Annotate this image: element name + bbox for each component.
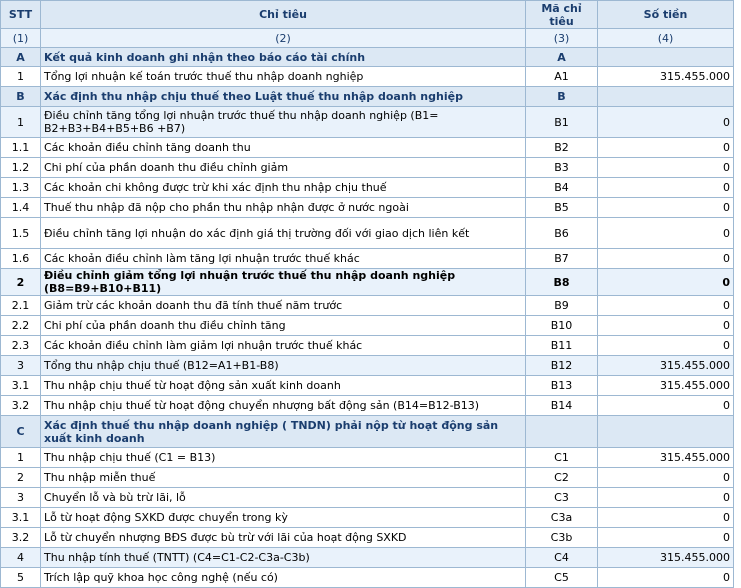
row-name: Các khoản điều chỉnh tăng doanh thu bbox=[41, 138, 526, 158]
row-stt: 1.2 bbox=[1, 158, 41, 178]
row-code: B7 bbox=[526, 249, 598, 269]
row-amount bbox=[598, 416, 734, 448]
row-amount: 315.455.000 bbox=[598, 548, 734, 568]
row-stt: 2 bbox=[1, 269, 41, 296]
row-code: B4 bbox=[526, 178, 598, 198]
row-code: C3a bbox=[526, 508, 598, 528]
row-amount: 0 bbox=[598, 468, 734, 488]
row-stt: A bbox=[1, 48, 41, 67]
row-name: Trích lập quỹ khoa học công nghệ (nếu có) bbox=[41, 568, 526, 588]
row-name: Thuế thu nhập đã nộp cho phần thu nhập nhận được ở nước ngoài bbox=[41, 198, 526, 218]
header-code: Mã chỉ tiêu bbox=[526, 1, 598, 29]
column-number-row bbox=[1, 29, 734, 48]
row-name: Các khoản điều chỉnh làm tăng lợi nhuận trước thuế khác bbox=[41, 249, 526, 269]
row-code: C1 bbox=[526, 448, 598, 468]
row-amount: 0 bbox=[598, 296, 734, 316]
row-name: Các khoản điều chỉnh làm giảm lợi nhuận trước thuế khác bbox=[41, 336, 526, 356]
row-name: Giảm trừ các khoản doanh thu đã tính thuế năm trước bbox=[41, 296, 526, 316]
row-amount: 0 bbox=[598, 249, 734, 269]
row-stt: 1 bbox=[1, 67, 41, 87]
row-stt: 1.3 bbox=[1, 178, 41, 198]
row-code: C4 bbox=[526, 548, 598, 568]
table-row[interactable] bbox=[1, 356, 734, 376]
row-amount: 0 bbox=[598, 568, 734, 588]
table-row[interactable] bbox=[1, 138, 734, 158]
table-row[interactable] bbox=[1, 568, 734, 588]
row-code: A bbox=[526, 48, 598, 67]
row-name: Điều chỉnh tăng lợi nhuận do xác định giá thị trường đối với giao dịch liên kết bbox=[41, 218, 526, 249]
row-amount: 315.455.000 bbox=[598, 448, 734, 468]
table-row[interactable] bbox=[1, 316, 734, 336]
row-amount: 0 bbox=[598, 528, 734, 548]
row-name: Thu nhập miễn thuế bbox=[41, 468, 526, 488]
row-name: Chuyển lỗ và bù trừ lãi, lỗ bbox=[41, 488, 526, 508]
table-row[interactable] bbox=[1, 87, 734, 107]
row-amount: 0 bbox=[598, 316, 734, 336]
table-body bbox=[1, 48, 734, 588]
table-row[interactable] bbox=[1, 508, 734, 528]
row-amount: 0 bbox=[598, 178, 734, 198]
row-code: C3b bbox=[526, 528, 598, 548]
row-amount: 0 bbox=[598, 396, 734, 416]
row-name: Xác định thuế thu nhập doanh nghiệp ( TNDN) phải nộp từ hoạt động sản xuất kinh doanh bbox=[41, 416, 526, 448]
row-code: B13 bbox=[526, 376, 598, 396]
row-name: Tổng lợi nhuận kế toán trước thuế thu nhập doanh nghiệp bbox=[41, 67, 526, 87]
row-amount: 0 bbox=[598, 198, 734, 218]
header-stt: STT bbox=[1, 1, 41, 29]
table-row[interactable] bbox=[1, 249, 734, 269]
row-amount: 0 bbox=[598, 508, 734, 528]
row-stt: B bbox=[1, 87, 41, 107]
row-name: Chi phí của phần doanh thu điều chỉnh giảm bbox=[41, 158, 526, 178]
row-amount: 0 bbox=[598, 269, 734, 296]
table-row[interactable] bbox=[1, 178, 734, 198]
row-code: B3 bbox=[526, 158, 598, 178]
row-amount: 0 bbox=[598, 488, 734, 508]
table-row[interactable] bbox=[1, 396, 734, 416]
row-stt: C bbox=[1, 416, 41, 448]
row-stt: 2.2 bbox=[1, 316, 41, 336]
table-row[interactable] bbox=[1, 107, 734, 138]
row-stt: 1 bbox=[1, 448, 41, 468]
row-amount: 0 bbox=[598, 336, 734, 356]
row-stt: 3 bbox=[1, 356, 41, 376]
row-stt: 1 bbox=[1, 107, 41, 138]
col-number: (3) bbox=[526, 29, 598, 48]
row-stt: 1.6 bbox=[1, 249, 41, 269]
row-code: B10 bbox=[526, 316, 598, 336]
row-amount bbox=[598, 48, 734, 67]
table-row[interactable] bbox=[1, 548, 734, 568]
row-name: Kết quả kinh doanh ghi nhận theo báo cáo tài chính bbox=[41, 48, 526, 67]
header-name: Chỉ tiêu bbox=[41, 1, 526, 29]
row-name: Xác định thu nhập chịu thuế theo Luật thuế thu nhập doanh nghiệp bbox=[41, 87, 526, 107]
row-code: B5 bbox=[526, 198, 598, 218]
table-row[interactable] bbox=[1, 269, 734, 296]
row-code: B bbox=[526, 87, 598, 107]
table-row[interactable] bbox=[1, 48, 734, 67]
table-row[interactable] bbox=[1, 528, 734, 548]
row-stt: 3.2 bbox=[1, 528, 41, 548]
row-code: B2 bbox=[526, 138, 598, 158]
col-number: (2) bbox=[41, 29, 526, 48]
row-amount: 0 bbox=[598, 107, 734, 138]
col-number: (4) bbox=[598, 29, 734, 48]
row-stt: 3.1 bbox=[1, 376, 41, 396]
row-name: Lỗ từ hoạt động SXKD được chuyển trong kỳ bbox=[41, 508, 526, 528]
row-stt: 2.1 bbox=[1, 296, 41, 316]
table-row[interactable] bbox=[1, 336, 734, 356]
header-row bbox=[1, 1, 734, 29]
row-amount: 0 bbox=[598, 138, 734, 158]
row-stt: 3.1 bbox=[1, 508, 41, 528]
row-name: Thu nhập chịu thuế (C1 = B13) bbox=[41, 448, 526, 468]
row-code: C5 bbox=[526, 568, 598, 588]
row-code: B9 bbox=[526, 296, 598, 316]
row-name: Lỗ từ chuyển nhượng BĐS được bù trừ với lãi của hoạt động SXKD bbox=[41, 528, 526, 548]
col-number: (1) bbox=[1, 29, 41, 48]
table-row[interactable] bbox=[1, 488, 734, 508]
row-amount: 315.455.000 bbox=[598, 67, 734, 87]
row-name: Chi phí của phần doanh thu điều chỉnh tăng bbox=[41, 316, 526, 336]
row-stt: 2 bbox=[1, 468, 41, 488]
row-code: B12 bbox=[526, 356, 598, 376]
table-row[interactable] bbox=[1, 448, 734, 468]
table-row[interactable] bbox=[1, 296, 734, 316]
row-amount: 315.455.000 bbox=[598, 356, 734, 376]
table-row[interactable] bbox=[1, 468, 734, 488]
row-code: C3 bbox=[526, 488, 598, 508]
row-stt: 5 bbox=[1, 568, 41, 588]
row-code: B8 bbox=[526, 269, 598, 296]
row-name: Thu nhập tính thuế (TNTT) (C4=C1-C2-C3a-C3b) bbox=[41, 548, 526, 568]
row-name: Thu nhập chịu thuế từ hoạt động chuyển nhượng bất động sản (B14=B12-B13) bbox=[41, 396, 526, 416]
row-stt: 3.2 bbox=[1, 396, 41, 416]
header-amount: Số tiền bbox=[598, 1, 734, 29]
table-row[interactable] bbox=[1, 416, 734, 448]
row-code: B6 bbox=[526, 218, 598, 249]
row-amount: 0 bbox=[598, 218, 734, 249]
row-code: B14 bbox=[526, 396, 598, 416]
row-amount bbox=[598, 87, 734, 107]
table-row[interactable] bbox=[1, 218, 734, 249]
row-name: Điều chỉnh tăng tổng lợi nhuận trước thuế thu nhập doanh nghiệp (B1= B2+B3+B4+B5+B6 +B7) bbox=[41, 107, 526, 138]
row-code: A1 bbox=[526, 67, 598, 87]
row-name: Thu nhập chịu thuế từ hoạt động sản xuất kinh doanh bbox=[41, 376, 526, 396]
row-code: B11 bbox=[526, 336, 598, 356]
row-code bbox=[526, 416, 598, 448]
table-row[interactable] bbox=[1, 158, 734, 178]
table-row[interactable] bbox=[1, 198, 734, 218]
row-amount: 315.455.000 bbox=[598, 376, 734, 396]
row-name: Các khoản chi không được trừ khi xác định thu nhập chịu thuế bbox=[41, 178, 526, 198]
table-row[interactable] bbox=[1, 67, 734, 87]
row-stt: 1.1 bbox=[1, 138, 41, 158]
row-stt: 2.3 bbox=[1, 336, 41, 356]
table-row[interactable] bbox=[1, 376, 734, 396]
row-stt: 4 bbox=[1, 548, 41, 568]
row-stt: 1.4 bbox=[1, 198, 41, 218]
row-code: B1 bbox=[526, 107, 598, 138]
row-name: Tổng thu nhập chịu thuế (B12=A1+B1-B8) bbox=[41, 356, 526, 376]
row-stt: 1.5 bbox=[1, 218, 41, 249]
row-name: Điều chỉnh giảm tổng lợi nhuận trước thuế thu nhập doanh nghiệp (B8=B9+B10+B11) bbox=[41, 269, 526, 296]
row-amount: 0 bbox=[598, 158, 734, 178]
row-code: C2 bbox=[526, 468, 598, 488]
row-stt: 3 bbox=[1, 488, 41, 508]
